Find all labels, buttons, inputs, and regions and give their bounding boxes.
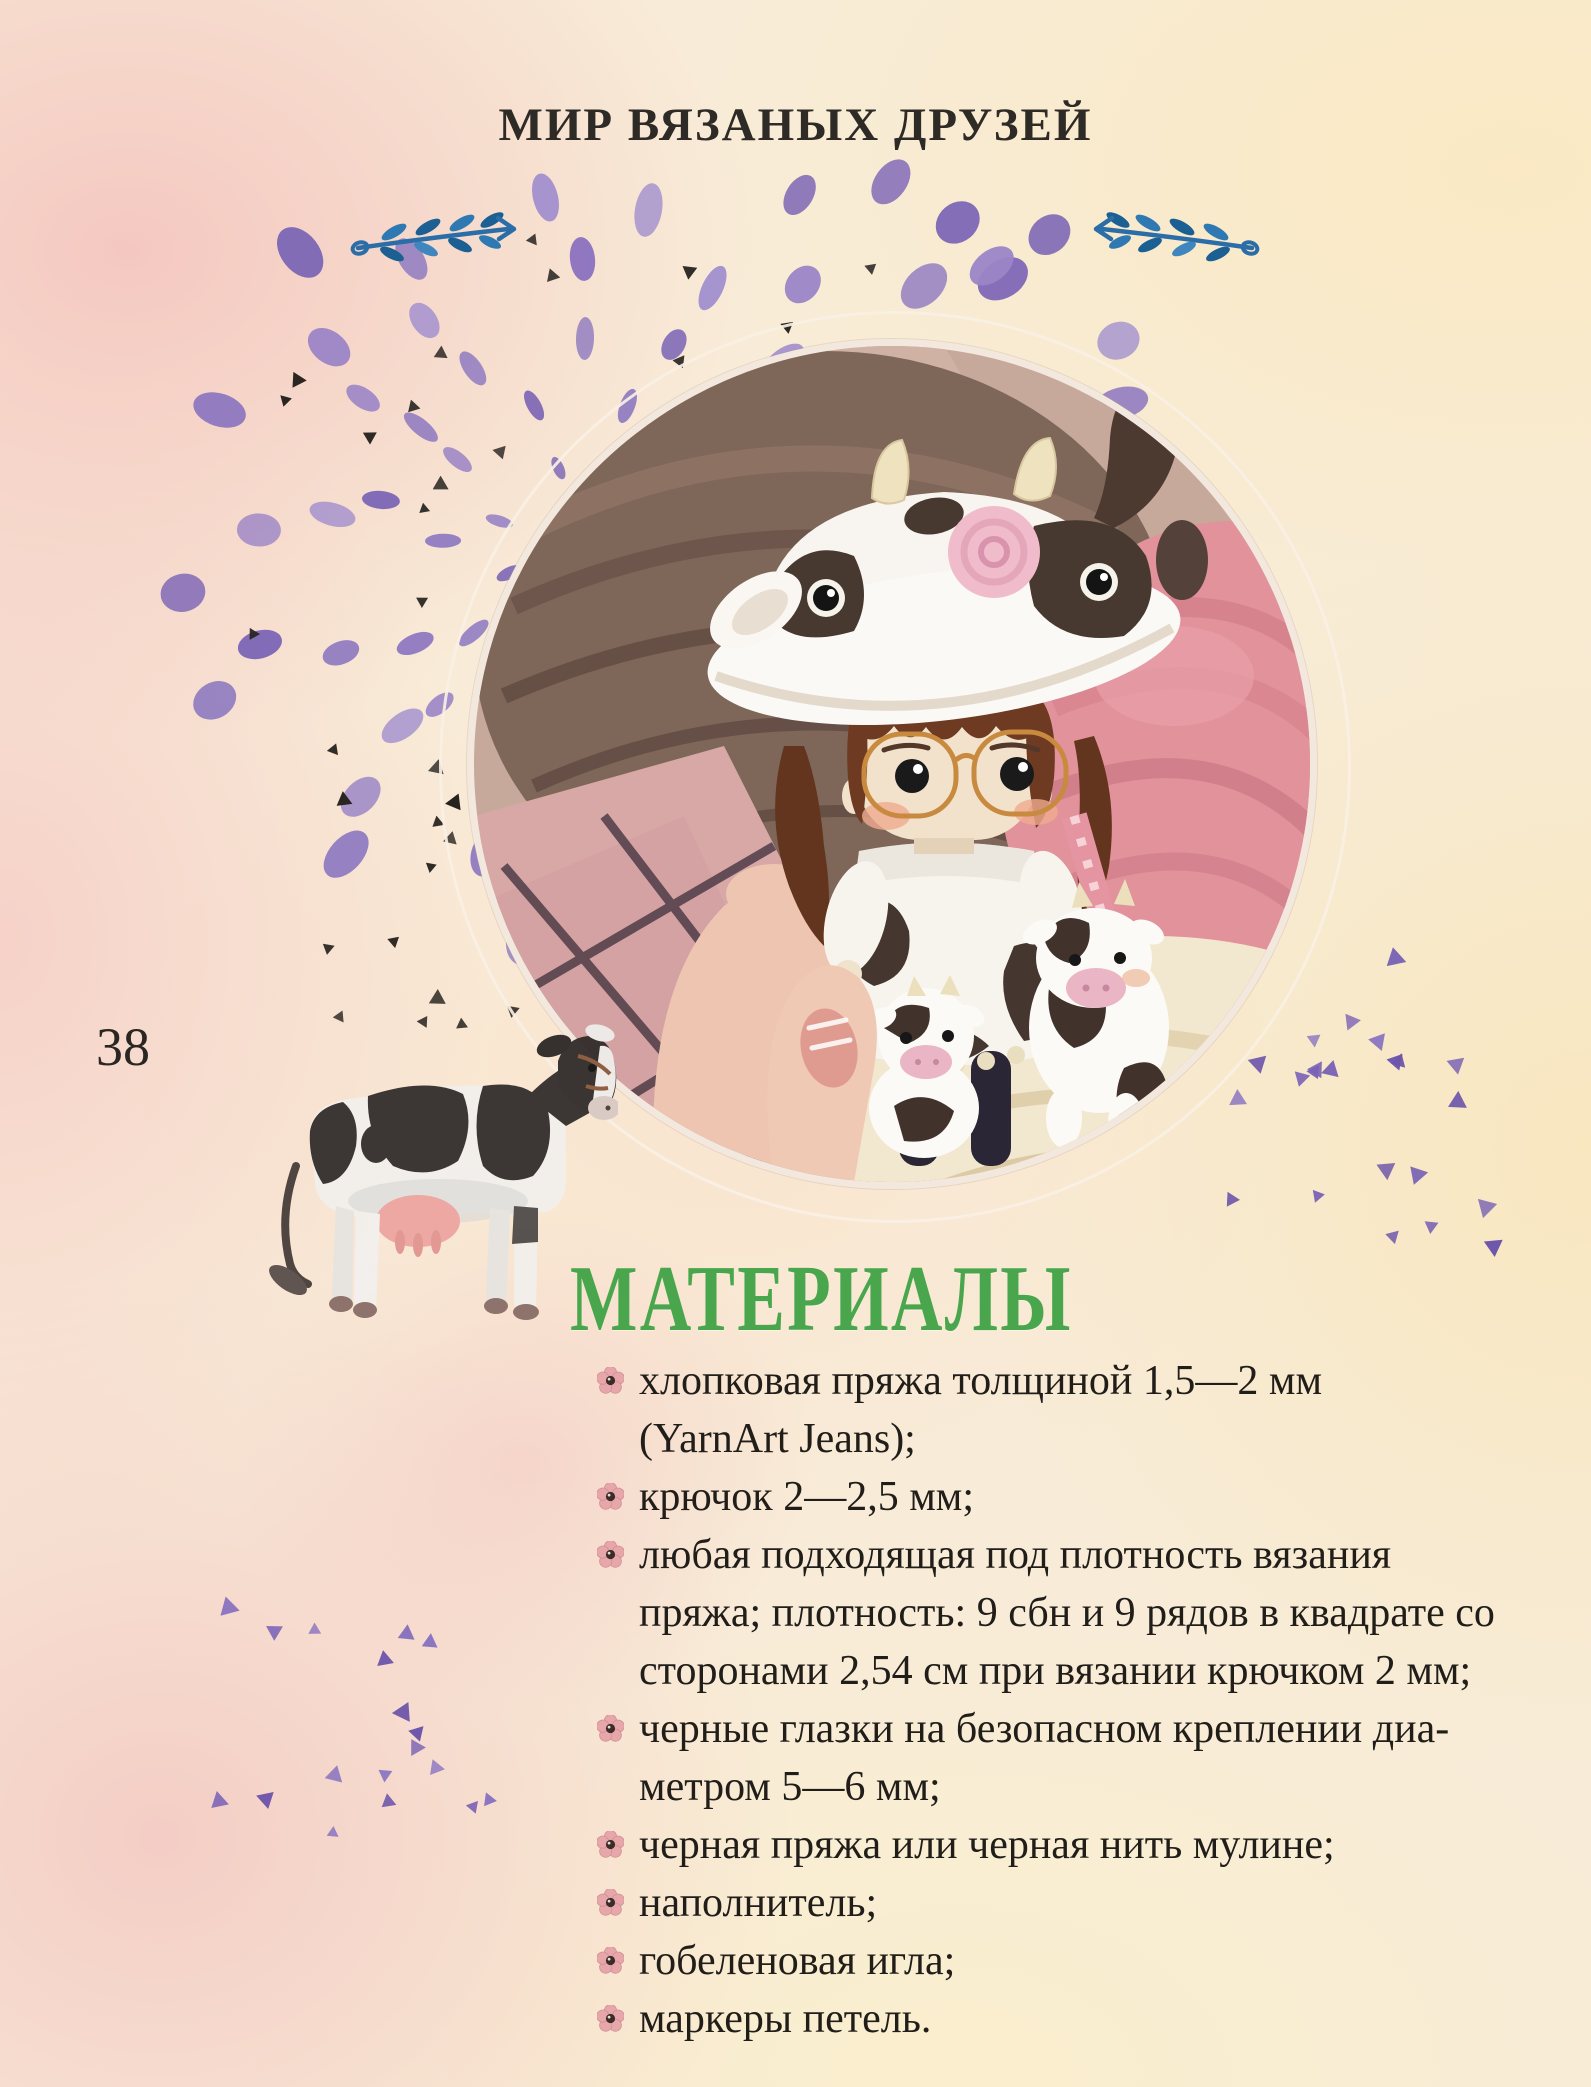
petal-dot — [399, 407, 442, 447]
petal-dot — [484, 512, 514, 531]
petal-dot — [188, 386, 249, 434]
petal-dot — [425, 533, 461, 547]
triangle-confetti — [1480, 1232, 1505, 1257]
triangle-confetti — [444, 791, 468, 815]
flower-bullet-icon — [597, 1715, 624, 1742]
material-line: черная пряжа или черная нить мулине; — [639, 1822, 1335, 1868]
material-item — [597, 1932, 1527, 1990]
triangle-confetti — [543, 266, 561, 284]
material-line: черные глазки на безопасном креплении диа- — [639, 1706, 1450, 1752]
material-line: (YarnArt Jeans); — [639, 1416, 916, 1462]
flower-bullet-icon — [597, 2005, 624, 2032]
flower-bullet-icon — [597, 1831, 624, 1858]
material-line: сторонами 2,54 см при вязании крючком 2 мм; — [639, 1648, 1472, 1694]
page-header — [0, 98, 1591, 178]
triangle-confetti — [1403, 1160, 1430, 1187]
triangle-confetti — [385, 933, 400, 948]
petal-dot — [527, 171, 563, 224]
triangle-confetti — [375, 1649, 395, 1669]
triangle-confetti — [1366, 1030, 1387, 1051]
triangle-confetti — [424, 860, 438, 874]
triangle-confetti — [1304, 1030, 1322, 1048]
triangle-confetti — [428, 1759, 446, 1777]
petal-dot — [307, 497, 358, 531]
triangle-confetti — [1247, 1053, 1270, 1076]
triangle-confetti — [1319, 1058, 1344, 1083]
triangle-confetti — [780, 320, 795, 335]
material-text — [639, 1932, 955, 1990]
flower-bullet-icon — [597, 1483, 624, 1510]
materials-list — [597, 1352, 1527, 2048]
petal-dot — [656, 324, 691, 363]
triangle-confetti — [391, 1698, 418, 1725]
petal-dot — [403, 298, 446, 344]
petal-dot — [301, 321, 357, 374]
petal-dot — [777, 258, 827, 310]
triangle-confetti — [491, 441, 511, 461]
page-title: МИР ВЯЗАНЫХ ДРУЗЕЙ — [498, 99, 1093, 151]
material-text — [639, 1526, 1495, 1700]
petal-dot — [575, 316, 594, 359]
petal-dot — [394, 628, 437, 660]
triangle-confetti — [254, 1785, 279, 1810]
petal-dot — [376, 702, 429, 750]
petal-dot — [361, 490, 400, 511]
triangle-confetti — [671, 352, 689, 370]
triangle-confetti — [1375, 1156, 1401, 1182]
triangle-confetti — [416, 596, 428, 608]
petal-dot — [631, 181, 667, 239]
petal-dot — [342, 378, 385, 416]
triangle-confetti — [443, 830, 460, 847]
flower-bullet-icon — [597, 1541, 624, 1568]
material-line: метром 5—6 мм; — [639, 1764, 941, 1810]
triangle-confetti — [1227, 1088, 1251, 1112]
petal-dot — [520, 388, 548, 423]
material-line: маркеры петель. — [639, 1996, 932, 2042]
watercolor-cow-illustration — [248, 1016, 618, 1326]
triangle-confetti — [327, 1825, 340, 1838]
material-text — [639, 1468, 974, 1526]
material-text — [639, 1816, 1335, 1874]
triangle-confetti — [407, 1721, 430, 1744]
material-text — [639, 1874, 877, 1932]
material-line: любая подходящая под плотность вязания — [639, 1532, 1392, 1578]
triangle-confetti — [1423, 1219, 1438, 1234]
material-item — [597, 1990, 1527, 2048]
petal-dot — [614, 386, 641, 425]
petal-dot — [237, 512, 281, 547]
triangle-confetti — [678, 259, 699, 280]
triangle-confetti — [1224, 1192, 1240, 1208]
petal-dot — [319, 635, 362, 670]
triangle-confetti — [205, 1790, 230, 1815]
triangle-confetti — [324, 1763, 346, 1785]
triangle-confetti — [403, 398, 421, 416]
petal-dot — [1091, 315, 1145, 366]
petal-dot — [549, 455, 569, 482]
petal-dot — [1021, 206, 1079, 263]
material-line: пряжа; плотность: 9 сбн и 9 рядов в квадрате со — [639, 1590, 1495, 1636]
petal-dot — [333, 769, 388, 825]
triangle-confetti — [376, 1765, 395, 1784]
material-line: наполнитель; — [639, 1880, 878, 1926]
petal-dot — [421, 687, 458, 721]
triangle-confetti — [1470, 1192, 1498, 1220]
material-line: гобеленовая игла; — [639, 1938, 956, 1984]
branch-arrow-icon — [1092, 202, 1262, 266]
triangle-confetti — [277, 393, 292, 408]
triangle-confetti — [525, 231, 541, 247]
triangle-confetti — [359, 427, 378, 446]
triangle-confetti — [433, 476, 449, 492]
material-item — [597, 1816, 1527, 1874]
petal-dot — [234, 625, 285, 664]
triangle-confetti — [1385, 1051, 1407, 1073]
cow-patches — [310, 1084, 550, 1184]
petal-dot — [439, 443, 476, 477]
triangle-confetti — [1291, 1069, 1311, 1089]
petal-dot — [892, 255, 956, 318]
triangle-confetti — [1307, 1061, 1325, 1079]
petal-dot — [316, 822, 378, 886]
petal-dot — [268, 218, 333, 286]
triangle-confetti — [287, 368, 309, 390]
triangle-confetti — [1306, 1061, 1325, 1080]
material-line: крючок 2—2,5 мм; — [639, 1474, 975, 1520]
triangle-confetti — [430, 345, 449, 364]
petal-dot — [186, 674, 243, 728]
material-text — [639, 1990, 931, 2048]
cow-tail — [285, 1166, 308, 1284]
flower-bullet-icon — [597, 1367, 624, 1394]
material-item — [597, 1352, 1527, 1468]
triangle-confetti — [1383, 1228, 1400, 1245]
material-item — [597, 1874, 1527, 1932]
triangle-confetti — [218, 1596, 242, 1620]
triangle-confetti — [395, 1623, 417, 1645]
flower-bullet-icon — [597, 1947, 624, 1974]
material-text — [639, 1700, 1449, 1816]
petal-dot — [970, 248, 1036, 309]
triangle-confetti — [1443, 1089, 1469, 1115]
triangle-confetti — [377, 1791, 398, 1812]
petal-dot — [927, 193, 989, 254]
material-text — [639, 1352, 1322, 1468]
petal-dot — [962, 238, 1021, 294]
flower-bullet-icon — [597, 1889, 624, 1916]
triangle-confetti — [1443, 1052, 1466, 1075]
triangle-confetti — [420, 1631, 442, 1653]
branch-arrow-icon — [348, 202, 518, 266]
materials-heading: МАТЕРИАЛЫ — [570, 1247, 1073, 1351]
triangle-confetti — [429, 815, 446, 832]
triangle-confetti — [1383, 945, 1407, 969]
triangle-confetti — [465, 1799, 482, 1816]
material-item — [597, 1468, 1527, 1526]
petal-dot — [693, 262, 733, 314]
petal-dot — [568, 236, 598, 283]
triangle-confetti — [864, 262, 878, 276]
triangle-confetti — [1338, 1008, 1362, 1032]
triangle-confetti — [416, 502, 431, 517]
material-line: хлопковая пряжа толщиной 1,5—2 мм — [639, 1358, 1323, 1404]
material-item — [597, 1526, 1527, 1700]
triangle-confetti — [326, 742, 342, 758]
triangle-confetti — [482, 1792, 498, 1808]
triangle-confetti — [306, 1621, 324, 1639]
petal-dot — [157, 569, 209, 616]
triangle-confetti — [321, 942, 335, 956]
triangle-confetti — [428, 757, 447, 776]
triangle-confetti — [1311, 1188, 1326, 1203]
petal-dot — [454, 348, 491, 390]
triangle-confetti — [264, 1619, 287, 1642]
page-number: 38 — [96, 1017, 150, 1077]
triangle-confetti — [428, 989, 446, 1007]
triangle-confetti — [1390, 1051, 1409, 1070]
triangle-confetti — [247, 627, 259, 639]
material-item — [597, 1700, 1527, 1816]
triangle-confetti — [404, 1734, 427, 1757]
triangle-confetti — [332, 790, 354, 812]
